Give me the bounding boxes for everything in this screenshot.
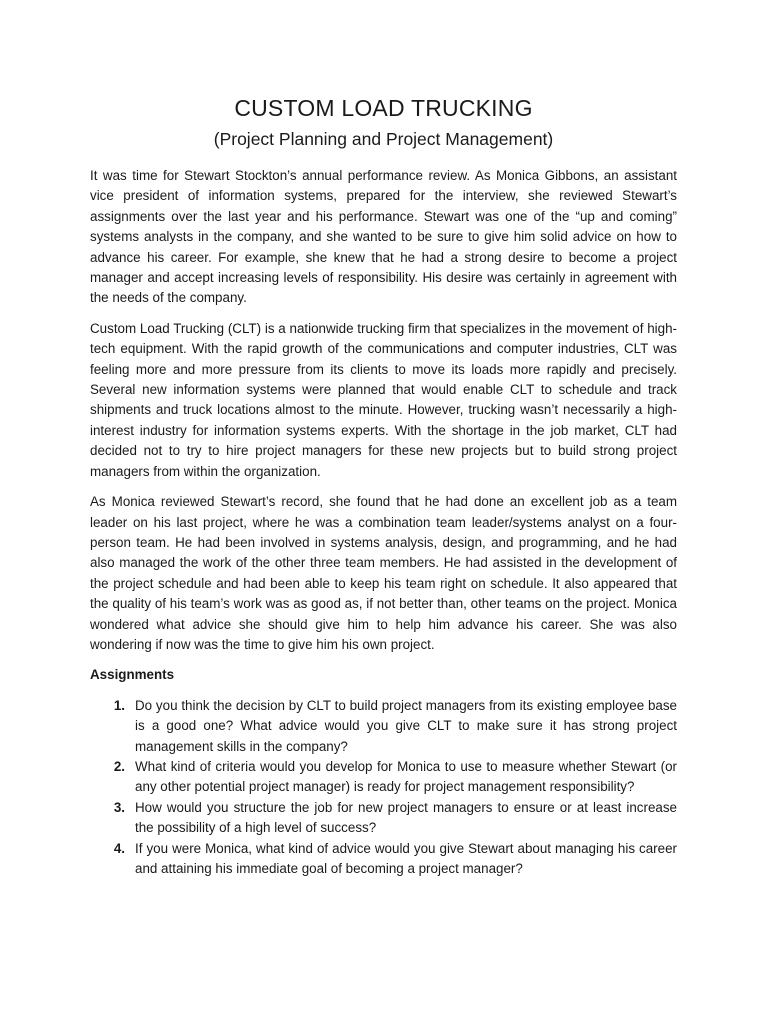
list-item-text: If you were Monica, what kind of advice would you give Stewart about managing his career and attaining his immediate goal of becoming a project manager? [135, 840, 677, 876]
assignments-heading: Assignments [90, 667, 175, 683]
paragraph-intro: It was time for Stewart Stockton’s annual performance review. As Monica Gibbons, an assistant vice president of information systems, prepared for the interview, she reviewed Stewart’s assignments over the last year and his performance. Stewart was one of the “up and coming” systems analysts in the company, and she wanted to be sure to give him solid advice on how to advance his career. For example, she knew that he had a strong desire to become a project manager and accept increasing levels of responsibility. His desire was certainly in agreement with the needs of the company. [90, 168, 677, 306]
list-item-number: 4. [113, 840, 125, 856]
document-subtitle: (Project Planning and Project Management) [213, 129, 554, 149]
paragraph-review: As Monica reviewed Stewart’s record, she found that he had done an excellent job as a team leader on his last project, where he was a combination team leader/systems analyst on a four-person team. He had been involved in systems analysis, design, and programming, and he had also managed the work of the other three team members. He had assisted in the development of the project schedule and had been able to keep his team right on schedule. It also appeared that the quality of his team’s work was as good as, if not better than, other teams on the project. Monica wondered what advice she should give him to help him advance his career. She was also wondering if now was the time to give him his own project. [90, 494, 677, 652]
list-item [90, 757, 677, 798]
list-item [90, 798, 677, 839]
document-page [90, 92, 677, 879]
list-item-text: What kind of criteria would you develop for Monica to use to measure whether Stewart (or any other potential project manager) is ready for project management responsibility? [135, 758, 677, 795]
paragraph-company: Custom Load Trucking (CLT) is a nationwide trucking firm that specializes in the movement of high-tech equipment. With the rapid growth of the communications and computer industries, CLT was feeling more and more pressure from its clients to move its loads more rapidly and precisely. Several new information systems were planned that would enable CLT to schedule and track shipments and truck locations almost to the minute. However, trucking wasn’t necessarily a high-interest industry for information systems experts. With the shortage in the job market, CLT had decided not to try to hire project managers for these new projects but to build strong project managers from within the organization. [90, 320, 677, 479]
list-item [90, 696, 677, 757]
assignments-list [90, 696, 677, 880]
list-item-number: 1. [113, 697, 125, 713]
list-item-text: Do you think the decision by CLT to build project managers from its existing employee base is a good one? What advice would you give CLT to make sure it has strong project management skills in the company? [135, 697, 677, 754]
list-item-number: 3. [113, 799, 125, 815]
list-item-number: 2. [113, 758, 125, 774]
list-item-text: How would you structure the job for new project managers to ensure or at least increase the possibility of a high level of success? [135, 799, 677, 836]
document-title: CUSTOM LOAD TRUCKING [234, 95, 533, 121]
list-item [90, 839, 677, 880]
